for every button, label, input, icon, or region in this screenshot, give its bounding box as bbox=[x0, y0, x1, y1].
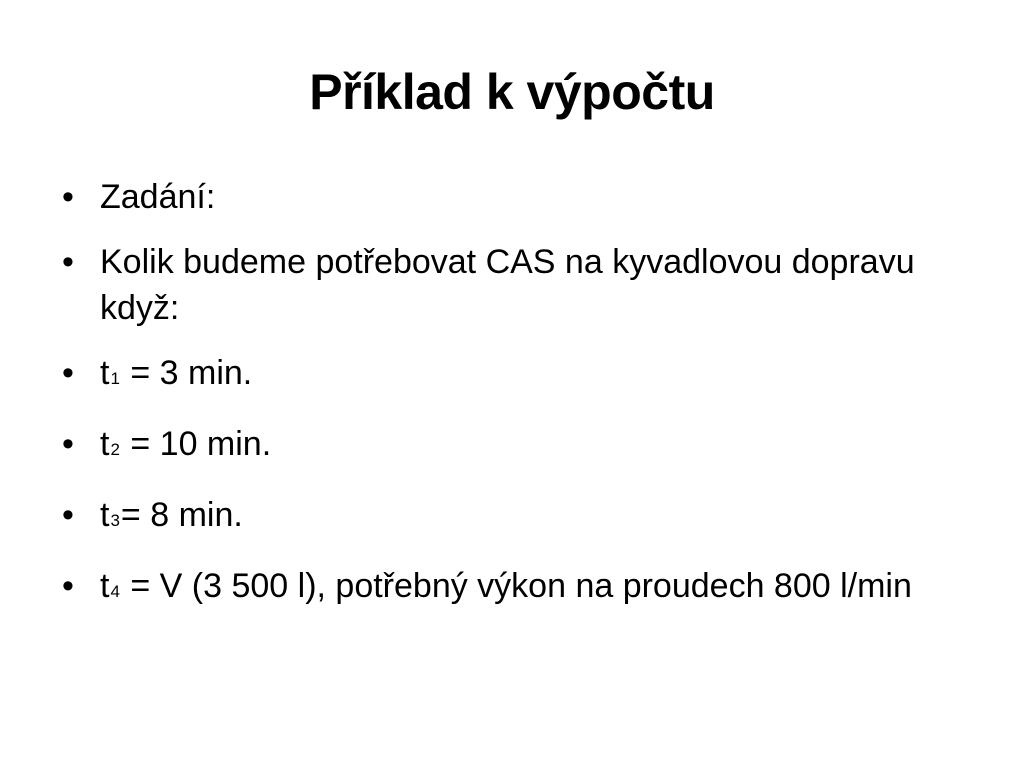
variable-value: = V (3 500 l), potřebný výkon na proudech 800 l/min bbox=[120, 567, 912, 605]
bullet-dot-icon: • bbox=[62, 425, 74, 463]
variable-name: t bbox=[100, 496, 110, 534]
slide-title: Příklad k výpočtu bbox=[309, 64, 715, 120]
bullet-dot-icon: • bbox=[62, 496, 74, 534]
variable-subscript: 2 bbox=[110, 440, 120, 459]
bullet-dot-icon: • bbox=[62, 354, 74, 392]
bullet-item-zadani bbox=[58, 174, 958, 220]
variable-name: t bbox=[100, 567, 110, 605]
variable-subscript: 1 bbox=[110, 369, 120, 388]
bullet-list bbox=[58, 174, 958, 615]
variable-value: = 10 min. bbox=[120, 425, 272, 463]
variable-name: t bbox=[100, 425, 110, 463]
variable-subscript: 4 bbox=[110, 582, 120, 601]
bullet-dot-icon: • bbox=[62, 178, 74, 216]
bullet-dot-icon: • bbox=[62, 243, 74, 281]
bullet-item-question bbox=[58, 239, 958, 331]
bullet-text: Kolik budeme potřebovat CAS na kyvadlovou dopravu když: bbox=[100, 243, 915, 327]
bullet-text: Zadání: bbox=[100, 178, 216, 216]
slide-content bbox=[58, 174, 958, 634]
bullet-item-t1 bbox=[58, 350, 958, 402]
bullet-item-t4 bbox=[58, 563, 958, 615]
bullet-item-t3 bbox=[58, 492, 958, 544]
bullet-item-t2 bbox=[58, 421, 958, 473]
variable-subscript: 3 bbox=[110, 511, 120, 530]
variable-value: = 3 min. bbox=[120, 354, 253, 392]
variable-value: = 8 min. bbox=[120, 496, 243, 534]
variable-name: t bbox=[100, 354, 110, 392]
bullet-dot-icon: • bbox=[62, 567, 74, 605]
